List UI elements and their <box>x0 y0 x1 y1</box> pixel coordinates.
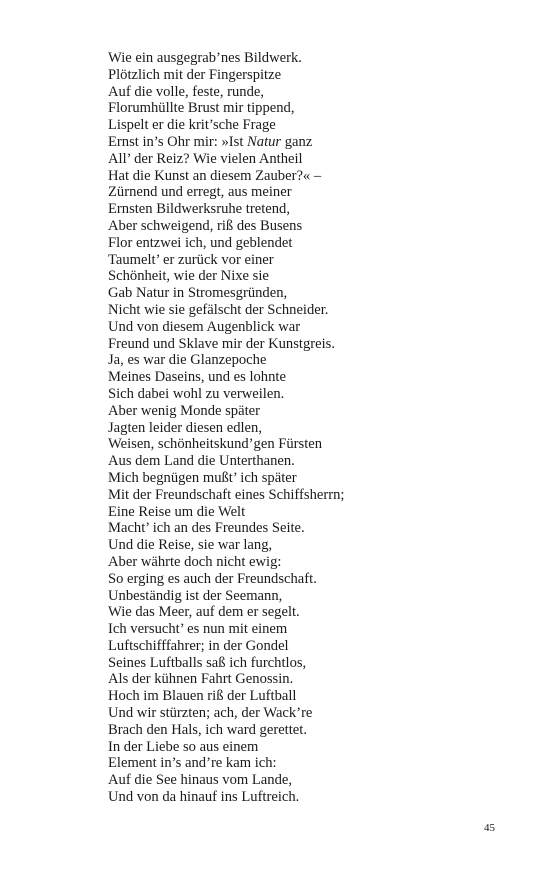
poem-line: Wie ein ausgegrab’nes Bildwerk. <box>108 50 302 66</box>
poem-line: Auf die volle, feste, runde, <box>108 83 265 100</box>
poem-line: All’ der Reiz? Wie vielen Antheil <box>108 150 303 167</box>
poem-line: Jagten leider diesen edlen, <box>108 419 262 436</box>
poem-line: Ich versucht’ es nun mit einem <box>108 621 288 638</box>
poem-line: Mich begnügen mußt’ ich später <box>108 469 297 486</box>
poem-line: Aus dem Land die Unterthanen. <box>108 453 295 470</box>
poem-line: So erging es auch der Freundschaft. <box>108 570 317 587</box>
poem-line: Sich dabei wohl zu verweilen. <box>108 385 285 402</box>
poem-line: Mit der Freundschaft eines Schiffsherrn; <box>108 486 345 503</box>
poem-line: Ja, es war die Glanzepoche <box>108 352 267 369</box>
poem-line: Taumelt’ er zurück vor einer <box>108 251 274 268</box>
poem-line: Meines Daseins, und es lohnte <box>108 369 286 386</box>
poem-line: Aber schweigend, riß des Busens <box>108 217 303 234</box>
poem-line: Lispelt er die krit’sche Frage <box>108 117 276 134</box>
poem-line-emphasis: Natur <box>247 133 282 150</box>
poem-line: Ernsten Bildwerksruhe tretend, <box>108 201 290 218</box>
page-number: 45 <box>484 822 495 834</box>
poem-line: Wie das Meer, auf dem er segelt. <box>108 604 300 621</box>
poem-line: Und von da hinauf ins Luftreich. <box>108 789 300 806</box>
poem-line-segment: Ernst in’s Ohr mir: »Ist <box>108 133 248 150</box>
poem-line: Zürnend und erregt, aus meiner <box>108 184 292 201</box>
poem-line: Aber wenig Monde später <box>108 402 260 419</box>
poem-line: Als der kühnen Fahrt Genossin. <box>108 671 294 688</box>
poem-line: Gab Natur in Stromesgründen, <box>108 285 288 302</box>
poem-line: Seines Luftballs saß ich furchtlos, <box>108 654 307 671</box>
poem-line: Macht’ ich an des Freundes Seite. <box>108 520 305 537</box>
poem-line: Florumhüllte Brust mir tippend, <box>108 100 295 117</box>
poem-text <box>108 50 344 806</box>
poem-line: Eine Reise um die Welt <box>108 503 246 520</box>
poem-line: Hat die Kunst an diesem Zauber?« – <box>108 167 322 184</box>
poem-line: Freund und Sklave mir der Kunstgreis. <box>108 335 335 352</box>
poem-line: Flor entzwei ich, und geblendet <box>108 234 293 251</box>
poem-line: Und von diesem Augenblick war <box>108 318 301 335</box>
poem-line: In der Liebe so aus einem <box>108 738 259 755</box>
poem-line: Aber währte doch nicht ewig: <box>108 553 282 570</box>
poem-line: Unbeständig ist der Seemann, <box>108 587 283 604</box>
poem-line: Plötzlich mit der Fingerspitze <box>108 66 282 83</box>
poem-line: Hoch im Blauen riß der Luftball <box>108 688 297 705</box>
poem-line <box>108 134 344 151</box>
poem-line: Schönheit, wie der Nixe sie <box>108 268 269 285</box>
poem-line: Und die Reise, sie war lang, <box>108 537 273 554</box>
poem-line: Luftschifffahrer; in der Gondel <box>108 637 289 654</box>
poem-line: Und wir stürzten; ach, der Wack’re <box>108 705 313 722</box>
poem-line: Nicht wie sie gefälscht der Schneider. <box>108 301 329 318</box>
poem-line: Element in’s and’re kam ich: <box>108 755 277 772</box>
poem-line: Auf die See hinaus vom Lande, <box>108 772 292 789</box>
poem-line: Brach den Hals, ich ward gerettet. <box>108 721 307 738</box>
poem-line: Weisen, schönheitskund’gen Fürsten <box>108 436 323 453</box>
poem-line-segment: ganz <box>281 133 313 150</box>
